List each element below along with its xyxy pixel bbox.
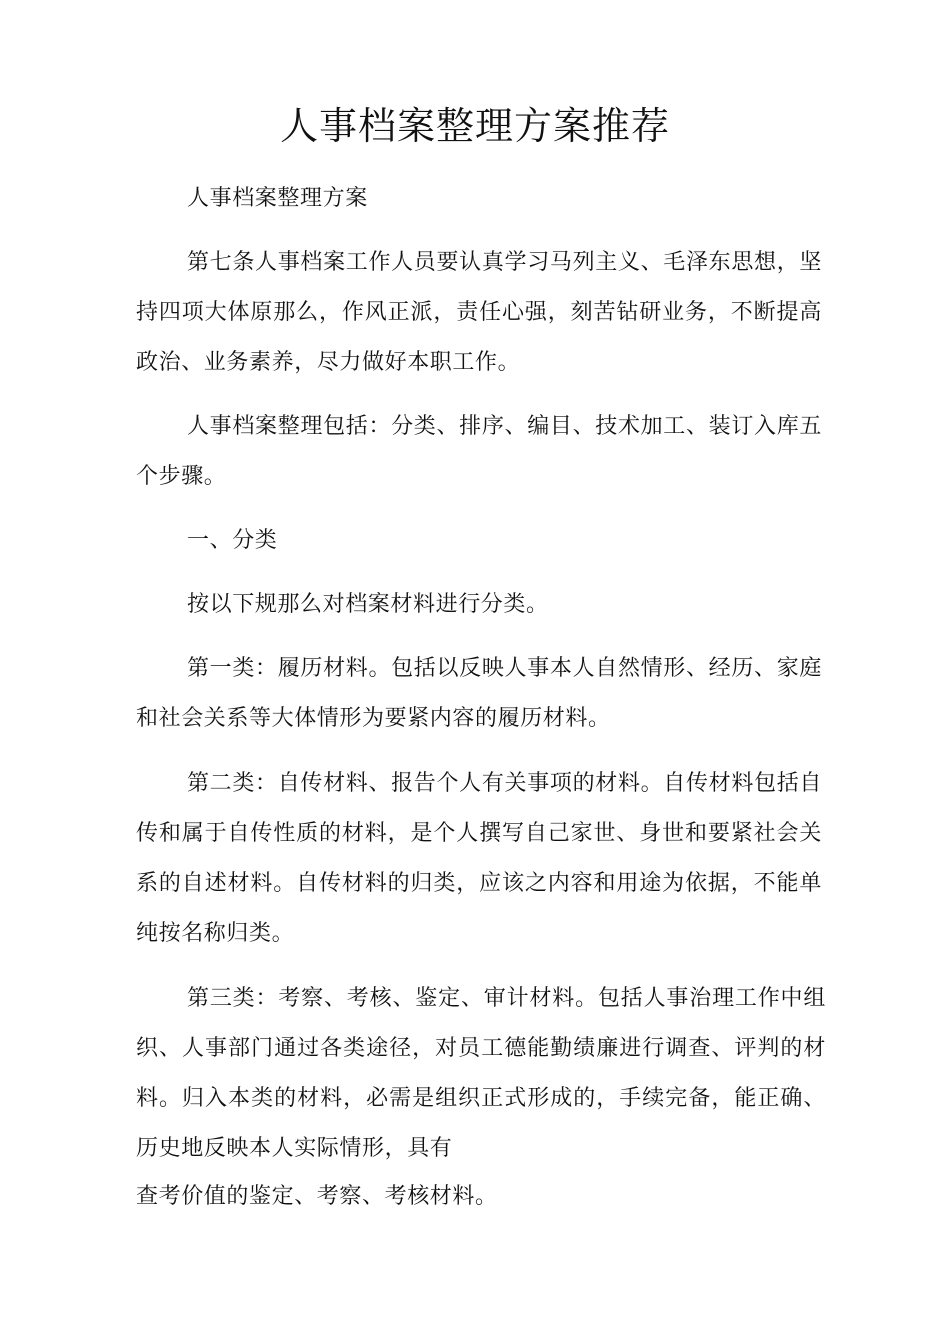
document-title: 人事档案整理方案推荐 <box>279 104 670 148</box>
subtitle-paragraph: 人事档案整理方案 <box>187 186 368 211</box>
paragraph-steps: 人事档案整理包括：分类、排序、编目、技术加工、装订入库五个步骤。 <box>136 414 822 489</box>
paragraph-classification-rule: 按以下规那么对档案材料进行分类。 <box>187 592 549 617</box>
paragraph-article-seven: 第七条人事档案工作人员要认真学习马列主义、毛泽东思想，坚持四项大体原那么，作风正派，责任心强，刻苦钻研业务，不断提高政治、业务素养，尽力做好本职工作。 <box>136 250 822 375</box>
paragraph-category-three: 第三类：考察、考核、鉴定、审计材料。包括人事治理工作中组织、人事部门通过各类途径，对员工德能勤绩廉进行调查、评判的材料。归入本类的材料，必需是组织正式形成的，手续完备，能正确、历史地反映本人实际情形，具有 <box>136 986 826 1161</box>
section-heading-classification: 一、分类 <box>187 528 278 553</box>
paragraph-category-three-continued: 查考价值的鉴定、考察、考核材料。 <box>136 1184 498 1209</box>
paragraph-category-one: 第一类：履历材料。包括以反映人事本人自然情形、经历、家庭和社会关系等大体情形为要紧内容的履历材料。 <box>136 656 822 731</box>
paragraph-category-two: 第二类：自传材料、报告个人有关事项的材料。自传材料包括自传和属于自传性质的材料，是个人撰写自己家世、身世和要紧社会关系的自述材料。自传材料的归类，应该之内容和用途为依据，不能单纯按名称归类。 <box>136 771 822 946</box>
